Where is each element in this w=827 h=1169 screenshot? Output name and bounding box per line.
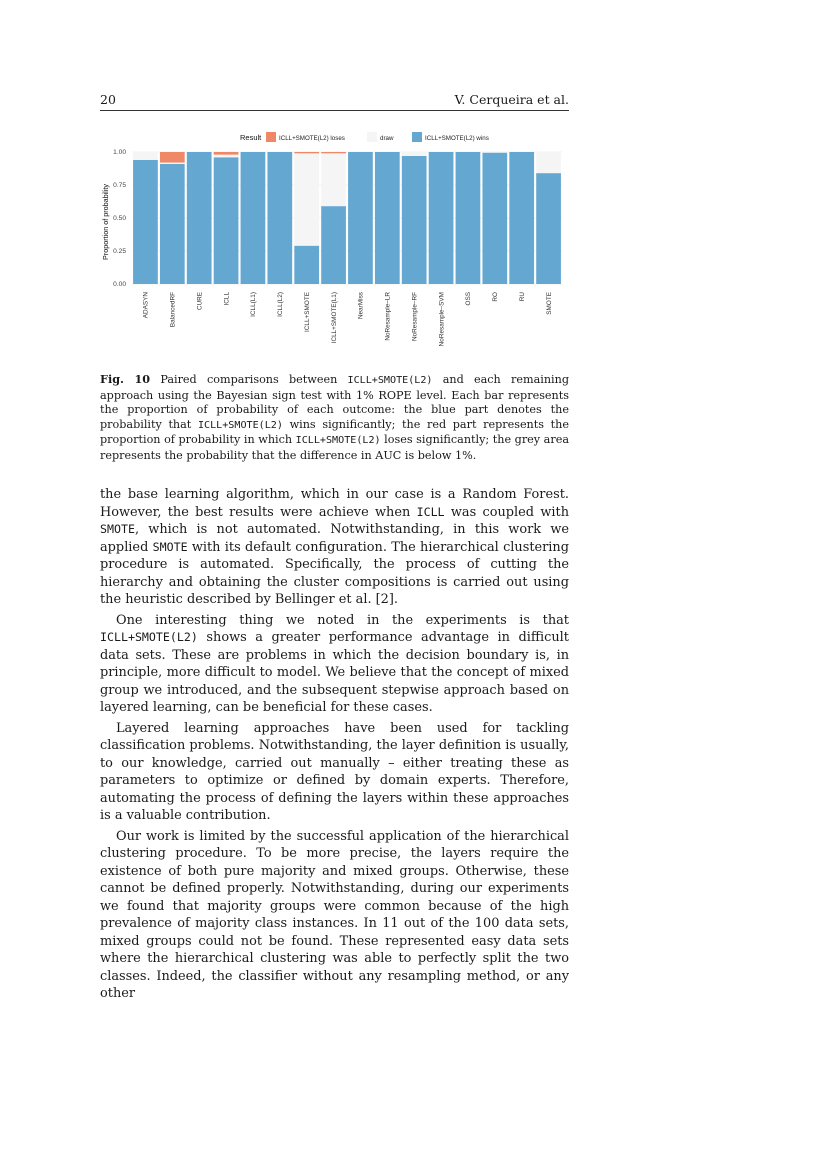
bar-loses <box>294 152 319 153</box>
bar-draw <box>294 153 319 245</box>
y-tick-label: 0.75 <box>113 182 126 190</box>
x-tick-label: NoResample–RF <box>411 292 419 342</box>
paragraph-2 <box>100 612 569 717</box>
x-tick-label: NoResample–SVM <box>438 292 446 347</box>
caption-text: Paired comparisons between <box>160 373 348 386</box>
bar-draw <box>482 152 507 153</box>
x-tick-label: ADASYN <box>142 292 150 319</box>
x-tick-label: ICLL+SMOTE <box>303 292 311 332</box>
bar-wins <box>133 160 158 284</box>
y-tick-label: 1.00 <box>113 149 126 157</box>
bar-wins <box>429 152 454 284</box>
paragraph-text: , which is not automated. Notwithstanding, in this work we applied <box>100 522 569 555</box>
legend-swatch <box>266 132 276 142</box>
caption-code: ICLL+SMOTE(L2) <box>347 375 433 386</box>
paragraph-1 <box>100 486 569 609</box>
bar-wins <box>375 152 400 284</box>
y-tick-label: 0.50 <box>113 215 126 223</box>
inline-code: SMOTE <box>100 522 135 536</box>
inline-code: ICLL <box>416 504 445 519</box>
bar-loses <box>160 152 185 163</box>
inline-code: SMOTE <box>152 539 188 554</box>
caption-code: ICLL+SMOTE(L2) <box>197 419 283 431</box>
bar-draw <box>214 155 239 158</box>
paragraph-text: was coupled with <box>444 504 569 520</box>
legend-title: Result <box>240 133 262 142</box>
bar-wins <box>214 157 239 284</box>
caption-text: and each remaining approach using the Bayesian sign test with 1% ROPE level. Each bar represents the proportion of probability of each outcome: the blue part denotes the probability that <box>100 373 569 431</box>
x-tick-label: ICLL+SMOTE(L1) <box>330 292 338 344</box>
x-tick-label: OSS <box>465 292 473 306</box>
paragraph-text: shows a greater performance advantage in difficult data sets. These are problems in which the decision boundary is, in principle, more difficult to model. We believe that the concept of mixed group we introduced, and the subsequent stepwise approach based on layered learning, can be beneficial for these cases. <box>100 630 569 715</box>
x-tick-label: ICLL(L1) <box>250 292 258 317</box>
legend-label: draw <box>380 135 394 142</box>
x-tick-label: ICLL(L2) <box>277 292 285 317</box>
bar-wins <box>402 156 427 284</box>
x-tick-label: ICLL <box>223 292 231 306</box>
bar-draw <box>536 152 561 173</box>
paragraph-3: Layered learning approaches have been used for tackling classification problems. Notwithstanding, the layer definition is usually, to our knowledge, carried out manually – either treating these as parameters to optimize or defined by domain experts. Therefore, automating the process of defining the layers within these approaches is a valuable contribution. <box>100 720 569 823</box>
y-axis-label: Proportion of probability <box>101 184 110 260</box>
x-tick-label: CURE <box>196 292 204 311</box>
page-header <box>100 92 569 111</box>
bar-wins <box>536 173 561 284</box>
y-tick-label: 0.00 <box>113 281 126 289</box>
paragraph-text: the base learning algorithm, which in our case is a Random Forest. However, the best results were achieve when <box>100 487 569 520</box>
figure-label: Fig. 10 <box>100 372 151 386</box>
x-tick-label: RU <box>518 292 526 302</box>
paragraph-4: Our work is limited by the successful application of the hierarchical clustering procedure. To be more precise, the layers require the existence of both pure majority and mixed groups. Otherwise, these cannot be defined properly. Notwithstanding, during our experiments we found that majority groups were common because of the high prevalence of majority class instances. In 11 out of the 100 data sets, mixed groups could not be found. These represented easy data sets where the hierarchical clustering was able to perfectly split the two classes. Indeed, the classifier without any resampling method, or any other <box>100 828 569 1001</box>
running-authors: V. Cerqueira et al. <box>454 92 569 107</box>
caption-text: wins significantly; the red part represents the proportion of probability in which <box>100 417 569 447</box>
bar-wins <box>348 152 373 284</box>
bar-wins <box>241 152 266 284</box>
paragraph-text: One interesting thing we noted in the experiments is that <box>116 612 569 628</box>
bayesian-sign-test-chart <box>100 128 570 360</box>
x-tick-label: SMOTE <box>545 292 553 315</box>
bar-draw <box>133 152 158 160</box>
x-tick-label: NoResample–LR <box>384 292 392 341</box>
chart-legend <box>240 132 489 142</box>
bar-wins <box>321 206 346 284</box>
bar-wins <box>267 152 292 284</box>
legend-label: ICLL+SMOTE(L2) loses <box>279 135 345 142</box>
bar-wins <box>482 153 507 284</box>
bar-draw <box>160 163 185 164</box>
plot-area <box>113 149 562 346</box>
bar-loses <box>214 152 239 155</box>
x-tick-label: BalancedRF <box>169 292 177 328</box>
legend-label: ICLL+SMOTE(L2) wins <box>425 135 489 142</box>
bar-wins <box>187 152 212 284</box>
bar-wins <box>456 152 481 284</box>
paragraph-text: with its default configuration. The hierarchical clustering procedure is automated. Specifically, the process of cutting the hierarchy and obtaining the cluster compositions is carried out using the heuristic described by Bellinger et al. [2]. <box>100 539 569 607</box>
x-tick-label: RO <box>492 292 500 302</box>
legend-swatch <box>412 132 422 142</box>
y-tick-label: 0.25 <box>113 248 126 256</box>
bar-loses <box>321 152 346 153</box>
x-tick-label: NearMiss <box>357 292 365 319</box>
bar-draw <box>321 153 346 206</box>
bar-wins <box>160 164 185 284</box>
inline-code: ICLL+SMOTE(L2) <box>100 630 198 644</box>
bar-wins <box>294 246 319 284</box>
legend-swatch <box>367 132 377 142</box>
bar-wins <box>509 152 534 284</box>
bar-draw <box>402 152 427 156</box>
figure-caption <box>100 372 569 464</box>
caption-code: ICLL+SMOTE(L2) <box>295 435 381 447</box>
page-number: 20 <box>100 92 116 107</box>
caption-text: loses significantly; the grey area represents the probability that the difference in AUC is below 1%. <box>100 433 569 462</box>
body-text <box>100 486 569 1003</box>
